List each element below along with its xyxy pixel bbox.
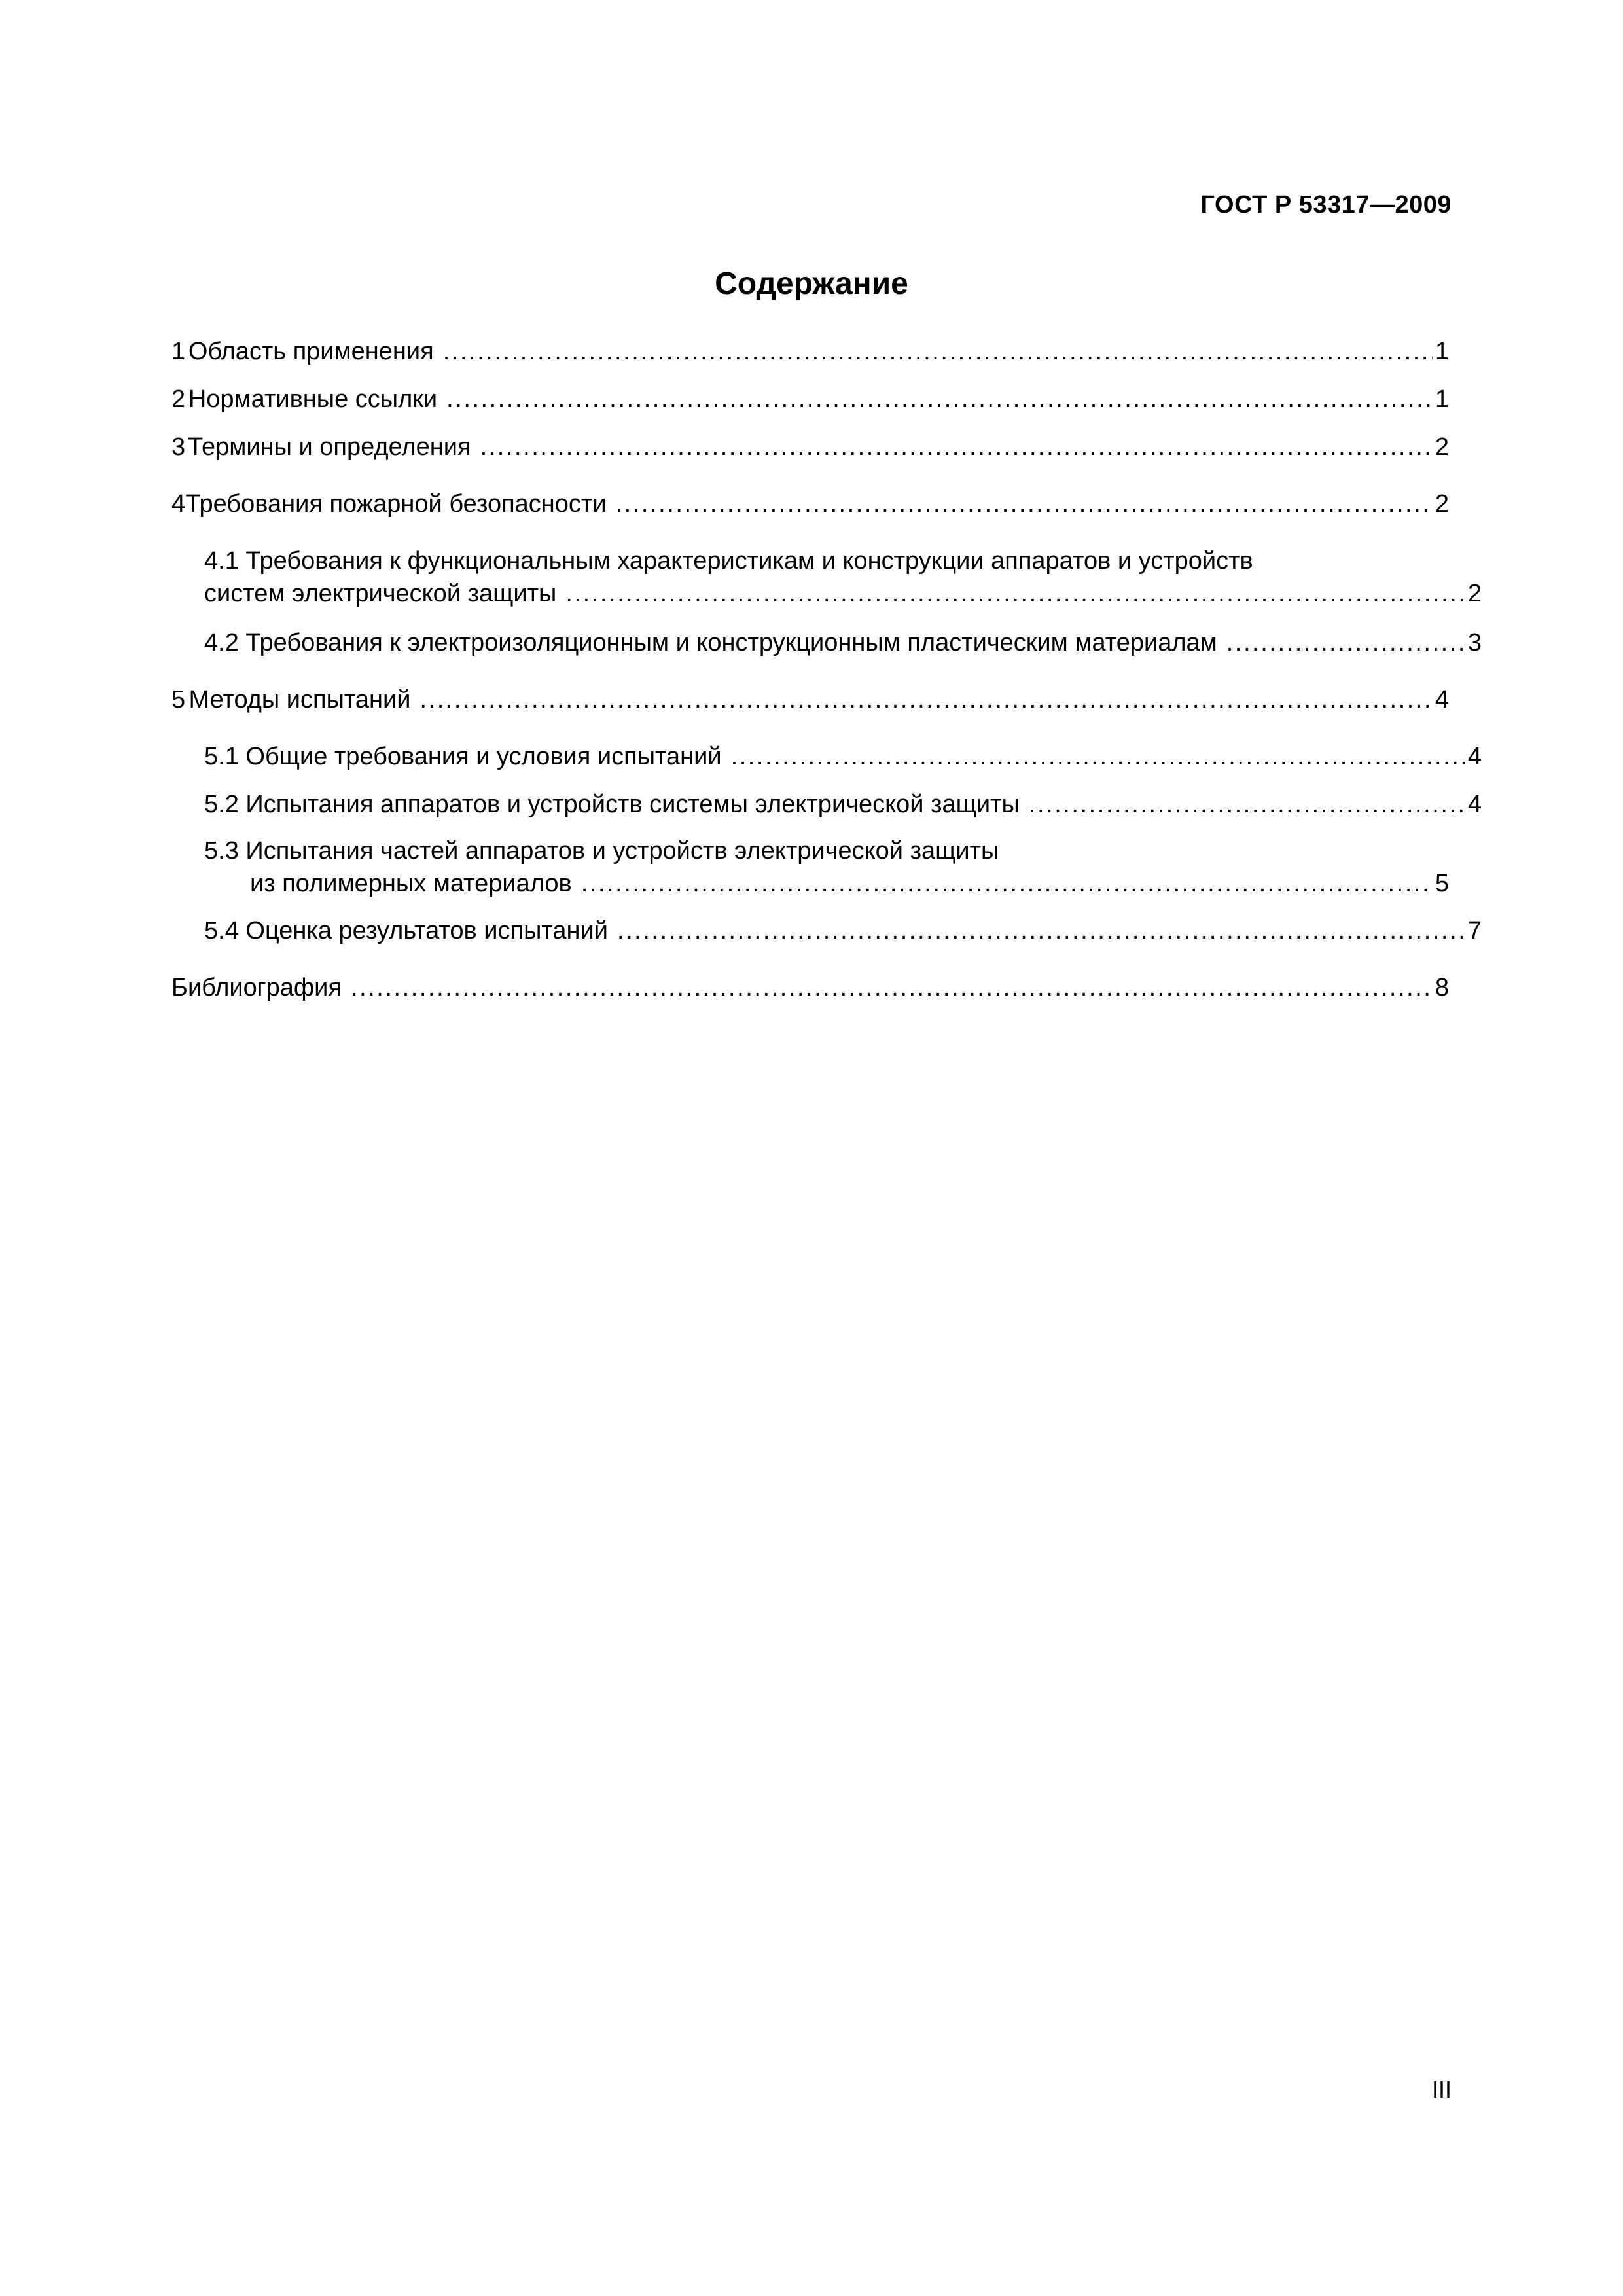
toc-entry-page: 4 xyxy=(1467,743,1482,770)
toc-entry-5-1[interactable] xyxy=(171,740,1482,773)
toc-entry-5[interactable] xyxy=(171,683,1449,716)
toc-entry-page: 7 xyxy=(1467,917,1482,944)
dot-leader xyxy=(616,488,1433,520)
toc-entry-3[interactable] xyxy=(171,431,1449,463)
toc-entry-text: Требования пожарной безопасности xyxy=(185,490,607,518)
toc-entry-4-1[interactable] xyxy=(171,545,1482,610)
toc-entry-text: 4.2 Требования к электроизоляционным и конструкционным пластическим материалам xyxy=(204,629,1217,656)
toc-entry-text-line2: систем электрической защиты xyxy=(204,580,557,607)
dot-leader xyxy=(565,577,1465,610)
page-number: III xyxy=(1431,2076,1452,2103)
dot-leader xyxy=(1226,626,1465,659)
toc-entry-2[interactable] xyxy=(171,383,1449,416)
dot-leader xyxy=(443,335,1433,368)
toc-title: Содержание xyxy=(715,266,908,301)
toc-entry-text: 5.4 Оценка результатов испытаний xyxy=(204,917,608,944)
standard-code: ГОСТ Р 53317—2009 xyxy=(1200,191,1452,219)
dot-leader xyxy=(581,867,1433,900)
dot-leader xyxy=(617,914,1465,947)
toc-entry-1[interactable] xyxy=(171,335,1449,368)
dot-leader xyxy=(1029,788,1465,821)
toc-entry-text: Нормативные ссылки xyxy=(188,386,438,413)
toc-entry-text-line1: 4.1 Требования к функциональным характеристикам и конструкции аппаратов и устройств xyxy=(204,547,1253,575)
toc-entry-number: 2 xyxy=(171,386,186,413)
dot-leader xyxy=(351,971,1433,1004)
toc-entry-text: 5.2 Испытания аппаратов и устройств системы электрической защиты xyxy=(204,791,1020,818)
toc-entry-bibliography[interactable] xyxy=(171,971,1449,1004)
toc-entry-4-2[interactable] xyxy=(171,626,1482,659)
toc-entry-text: 5.1 Общие требования и условия испытаний xyxy=(204,743,722,770)
toc-entry-text: Библиография xyxy=(171,974,342,1001)
toc-entry-4[interactable] xyxy=(171,488,1449,520)
dot-leader xyxy=(419,683,1432,716)
toc-entry-5-4[interactable] xyxy=(171,914,1482,947)
toc-entry-page: 2 xyxy=(1435,433,1449,461)
dot-leader xyxy=(446,383,1433,416)
toc-entry-page: 4 xyxy=(1435,686,1449,713)
toc-entry-5-3[interactable] xyxy=(171,834,1449,900)
dot-leader xyxy=(731,740,1465,773)
toc-entry-number: 3 xyxy=(171,433,186,461)
toc-entry-text: Методы испытаний xyxy=(188,686,411,713)
toc-entry-number: 5 xyxy=(171,686,186,713)
toc-entry-page: 5 xyxy=(1435,870,1449,897)
dot-leader xyxy=(480,431,1433,463)
toc-entry-page: 4 xyxy=(1467,791,1482,818)
toc-entry-5-2[interactable] xyxy=(171,788,1482,821)
toc-entry-text-line2: из полимерных материалов xyxy=(250,870,572,897)
toc-entry-page: 2 xyxy=(1435,490,1449,518)
toc-entry-page: 1 xyxy=(1435,338,1449,365)
toc-entry-page: 3 xyxy=(1467,629,1482,656)
toc-entry-page: 8 xyxy=(1435,974,1449,1001)
toc-entry-number: 1 xyxy=(171,338,186,365)
toc-entry-page: 2 xyxy=(1467,580,1482,607)
toc-entry-number: 4 xyxy=(171,490,186,518)
toc-entry-page: 1 xyxy=(1435,386,1449,413)
toc-entry-text-line1: 5.3 Испытания частей аппаратов и устройств электрической защиты xyxy=(204,837,999,865)
toc-entry-text: Область применения xyxy=(188,338,434,365)
toc-entry-text: Термины и определения xyxy=(187,433,471,461)
